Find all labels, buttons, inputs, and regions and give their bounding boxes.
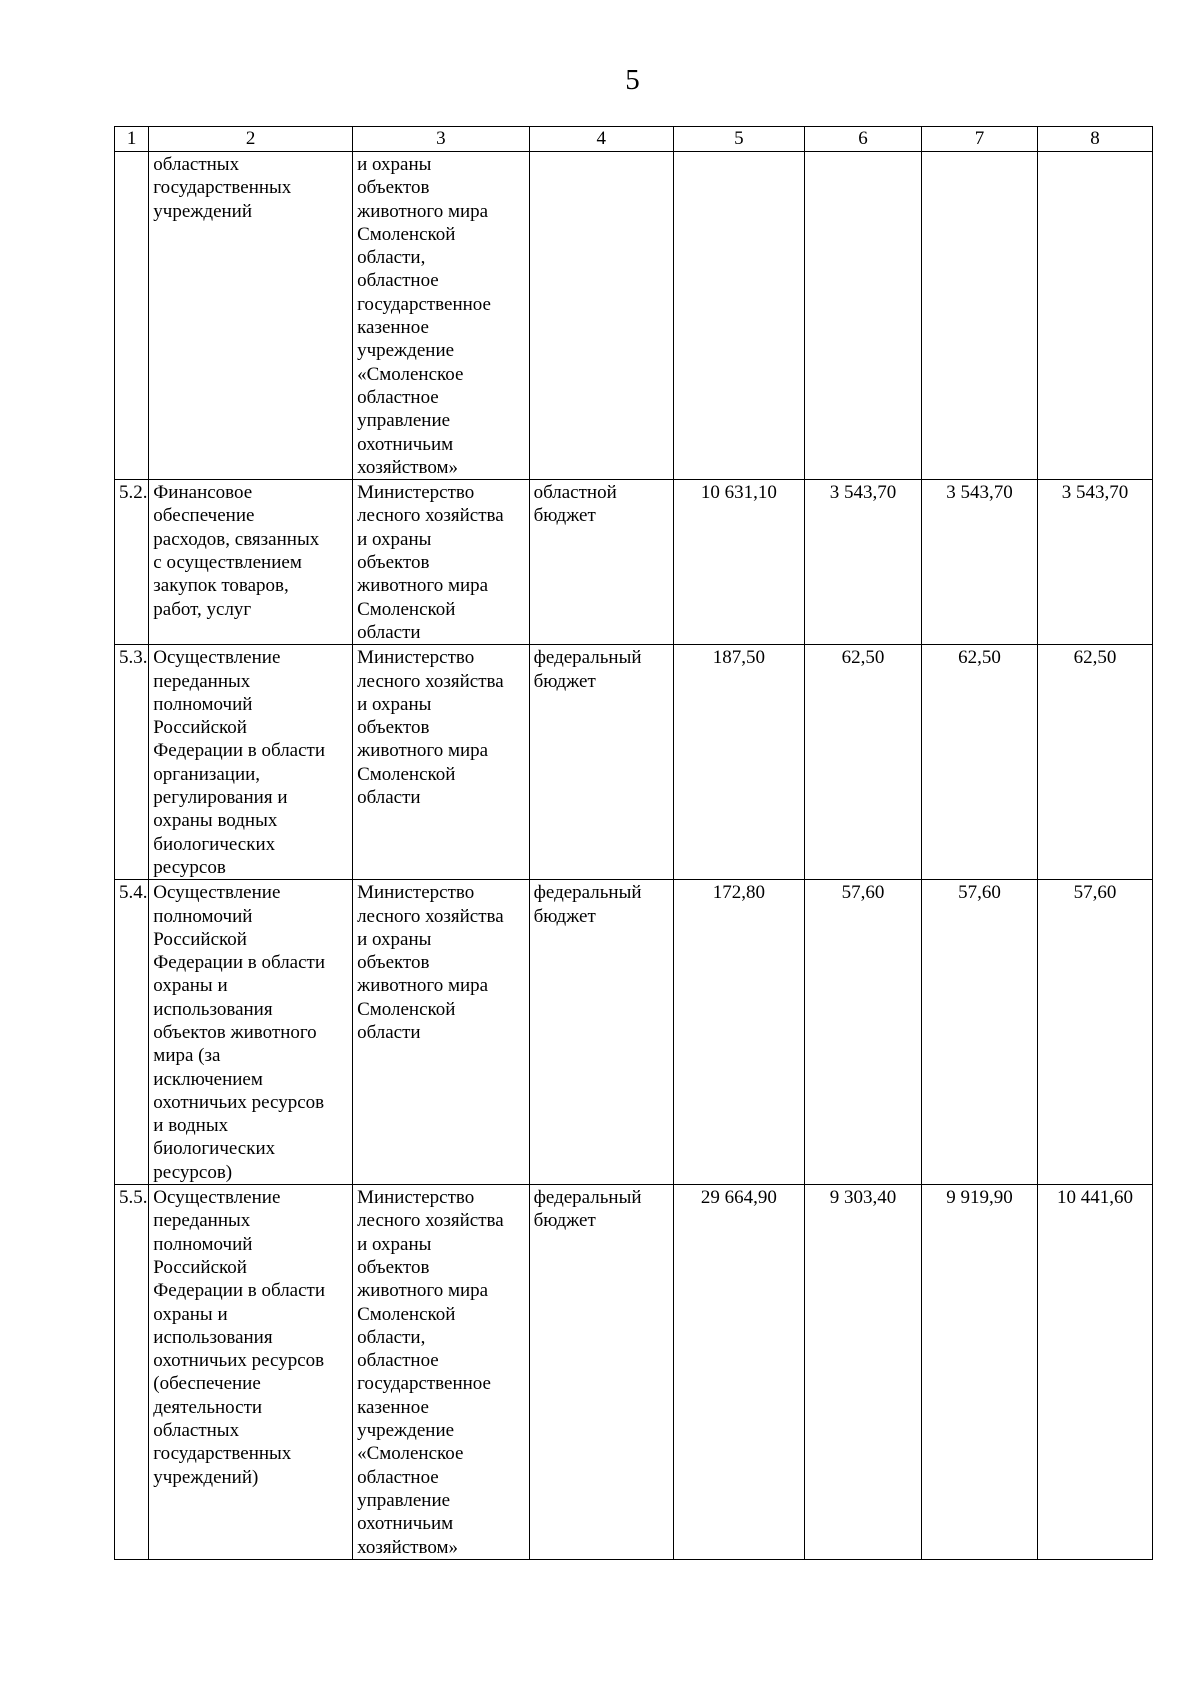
row-number: 5.3. <box>115 645 149 880</box>
activity-name-line: охраны водных <box>153 810 278 832</box>
executor-line: и охраны <box>357 1233 432 1255</box>
executor-line: объектов <box>357 717 430 739</box>
header-cell-6: 6 <box>804 127 921 152</box>
activity-name-line: Финансовое <box>153 482 253 504</box>
executor-cell <box>353 1185 530 1560</box>
activity-name-line: Осуществление <box>153 1187 281 1209</box>
executor-line: объектов <box>357 552 430 574</box>
executor-line: управление <box>357 1489 451 1511</box>
executor-line: Министерство <box>357 1187 475 1209</box>
executor-line: Смоленской <box>357 223 456 245</box>
row-number <box>115 152 149 480</box>
executor-line: области <box>357 787 421 809</box>
amount-col-7: 3 543,70 <box>921 480 1037 645</box>
activity-name-line: биологических <box>153 833 276 855</box>
activity-name-line: Осуществление <box>153 882 281 904</box>
amount-col-8: 10 441,60 <box>1037 1185 1152 1560</box>
funding-source-line: федеральный <box>533 1187 642 1209</box>
amount-col-7: 62,50 <box>921 645 1037 880</box>
activity-name-line: использования <box>153 998 273 1020</box>
executor-line: «Смоленское <box>357 1443 464 1465</box>
executor-line: и охраны <box>357 154 432 175</box>
table-body <box>115 152 1153 1560</box>
activity-name-line: мира (за <box>153 1045 221 1067</box>
activity-name-line: переданных <box>153 670 251 692</box>
table-row <box>115 480 1153 645</box>
activity-name-line: Федерации в области <box>153 952 326 974</box>
activity-name-line: переданных <box>153 1210 251 1232</box>
header-cell-8: 8 <box>1037 127 1152 152</box>
total-amount: 187,50 <box>673 645 804 880</box>
table-row <box>115 880 1153 1185</box>
funding-source-cell <box>529 645 673 880</box>
executor-line: «Смоленское <box>357 363 464 385</box>
executor-line: охотничьим <box>357 1513 454 1535</box>
executor-line: животного мира <box>357 1280 489 1302</box>
activity-name-line: и водных <box>153 1115 229 1137</box>
executor-line: государственное <box>357 1373 491 1395</box>
funding-source-cell <box>529 152 673 480</box>
amount-col-8: 3 543,70 <box>1037 480 1152 645</box>
row-number: 5.5. <box>115 1185 149 1560</box>
executor-line: Смоленской <box>357 598 456 620</box>
executor-line: объектов <box>357 1256 430 1278</box>
header-row <box>115 127 1153 152</box>
activity-name-line: полномочий <box>153 1233 253 1255</box>
funding-source-line: федеральный <box>533 647 642 669</box>
activity-name-line: полномочий <box>153 905 253 927</box>
funding-source-line: бюджет <box>533 670 596 692</box>
executor-line: объектов <box>357 952 430 974</box>
executor-line: объектов <box>357 177 430 199</box>
executor-line: области, <box>357 247 426 269</box>
activity-name-line: с осуществлением <box>153 552 302 574</box>
amount-col-6: 9 303,40 <box>804 1185 921 1560</box>
activity-name-line: охотничьих ресурсов <box>153 1350 325 1372</box>
activity-name-cell <box>149 880 353 1185</box>
activity-name-line: охотничьих ресурсов <box>153 1091 325 1113</box>
executor-line: животного мира <box>357 575 489 597</box>
executor-line: управление <box>357 410 451 432</box>
activity-name-line: Российской <box>153 717 247 739</box>
executor-line: лесного хозяйства <box>357 505 504 527</box>
header-cell-7: 7 <box>921 127 1037 152</box>
executor-line: лесного хозяйства <box>357 670 504 692</box>
activity-name-line: ресурсов) <box>153 1161 233 1183</box>
row-number: 5.4. <box>115 880 149 1185</box>
executor-line: казенное <box>357 1396 429 1418</box>
page-number: 5 <box>625 64 640 96</box>
activity-name-line: исключением <box>153 1068 263 1090</box>
executor-line: Министерство <box>357 482 475 504</box>
amount-col-7 <box>921 152 1037 480</box>
activity-name-line: охраны и <box>153 975 228 997</box>
amount-col-7: 9 919,90 <box>921 1185 1037 1560</box>
executor-line: областное <box>357 386 439 408</box>
table-row <box>115 152 1153 480</box>
total-amount <box>673 152 804 480</box>
activity-name-line: полномочий <box>153 693 253 715</box>
activity-name-line: закупок товаров, <box>153 575 289 597</box>
amount-col-8 <box>1037 152 1152 480</box>
header-cell-4: 4 <box>529 127 673 152</box>
executor-line: охотничьим <box>357 433 454 455</box>
executor-cell <box>353 152 530 480</box>
row-number: 5.2. <box>115 480 149 645</box>
activity-name-cell <box>149 1185 353 1560</box>
amount-col-6: 62,50 <box>804 645 921 880</box>
executor-line: учреждение <box>357 1420 455 1442</box>
activity-name-line: расходов, связанных <box>153 528 320 550</box>
amount-col-6 <box>804 152 921 480</box>
amount-col-7: 57,60 <box>921 880 1037 1185</box>
executor-line: области <box>357 621 421 643</box>
table-row <box>115 645 1153 880</box>
funding-source-line: бюджет <box>533 1210 596 1232</box>
activity-name-line: Российской <box>153 1256 247 1278</box>
activity-name-line: регулирования и <box>153 787 288 809</box>
executor-line: областное <box>357 270 439 292</box>
activity-name-line: Российской <box>153 928 247 950</box>
activity-name-line: обеспечение <box>153 505 255 527</box>
activity-name-line: деятельности <box>153 1396 263 1418</box>
funding-source-cell <box>529 1185 673 1560</box>
executor-line: лесного хозяйства <box>357 1210 504 1232</box>
executor-line: и охраны <box>357 528 432 550</box>
total-amount: 172,80 <box>673 880 804 1185</box>
activity-name-line: биологических <box>153 1138 276 1160</box>
activity-name-line: ресурсов <box>153 856 226 878</box>
activity-name-cell <box>149 645 353 880</box>
program-table <box>114 126 1153 1560</box>
amount-col-8: 62,50 <box>1037 645 1152 880</box>
executor-cell <box>353 880 530 1185</box>
executor-line: животного мира <box>357 200 489 222</box>
activity-name-line: Осуществление <box>153 647 281 669</box>
activity-name-cell <box>149 480 353 645</box>
executor-line: Смоленской <box>357 1303 456 1325</box>
activity-name-line: (обеспечение <box>153 1373 261 1395</box>
activity-name-line: государственных <box>153 177 292 199</box>
funding-source-cell <box>529 480 673 645</box>
activity-name-line: объектов животного <box>153 1021 317 1043</box>
executor-line: государственное <box>357 293 491 315</box>
executor-line: областное <box>357 1350 439 1372</box>
amount-col-6: 57,60 <box>804 880 921 1185</box>
activity-name-cell <box>149 152 353 480</box>
executor-line: областное <box>357 1466 439 1488</box>
total-amount: 29 664,90 <box>673 1185 804 1560</box>
executor-line: животного мира <box>357 975 489 997</box>
executor-line: животного мира <box>357 740 489 762</box>
executor-line: и охраны <box>357 928 432 950</box>
executor-cell <box>353 645 530 880</box>
funding-source-line: федеральный <box>533 882 642 904</box>
executor-line: Смоленской <box>357 998 456 1020</box>
activity-name-line: учреждений <box>153 200 253 222</box>
executor-line: учреждение <box>357 340 455 362</box>
executor-line: хозяйством» <box>357 456 458 478</box>
executor-line: области, <box>357 1326 426 1348</box>
header-cell-1: 1 <box>115 127 149 152</box>
activity-name-line: организации, <box>153 763 261 785</box>
total-amount: 10 631,10 <box>673 480 804 645</box>
funding-source-line: бюджет <box>533 505 596 527</box>
table-row <box>115 1185 1153 1560</box>
activity-name-line: Федерации в области <box>153 740 326 762</box>
executor-line: Министерство <box>357 882 475 904</box>
amount-col-8: 57,60 <box>1037 880 1152 1185</box>
executor-line: лесного хозяйства <box>357 905 504 927</box>
funding-source-line: бюджет <box>533 905 596 927</box>
amount-col-6: 3 543,70 <box>804 480 921 645</box>
header-cell-2: 2 <box>149 127 353 152</box>
funding-source-line: областной <box>533 482 617 504</box>
activity-name-line: учреждений) <box>153 1466 259 1488</box>
activity-name-line: Федерации в области <box>153 1280 326 1302</box>
executor-line: Министерство <box>357 647 475 669</box>
activity-name-line: областных <box>153 154 240 175</box>
header-cell-3: 3 <box>353 127 530 152</box>
activity-name-line: областных <box>153 1420 240 1442</box>
executor-line: Смоленской <box>357 763 456 785</box>
executor-line: области <box>357 1021 421 1043</box>
header-cell-5: 5 <box>673 127 804 152</box>
executor-cell <box>353 480 530 645</box>
executor-line: казенное <box>357 317 429 339</box>
activity-name-line: охраны и <box>153 1303 228 1325</box>
executor-line: хозяйством» <box>357 1536 458 1558</box>
activity-name-line: государственных <box>153 1443 292 1465</box>
executor-line: и охраны <box>357 693 432 715</box>
activity-name-line: использования <box>153 1326 273 1348</box>
activity-name-line: работ, услуг <box>153 598 252 620</box>
funding-source-cell <box>529 880 673 1185</box>
